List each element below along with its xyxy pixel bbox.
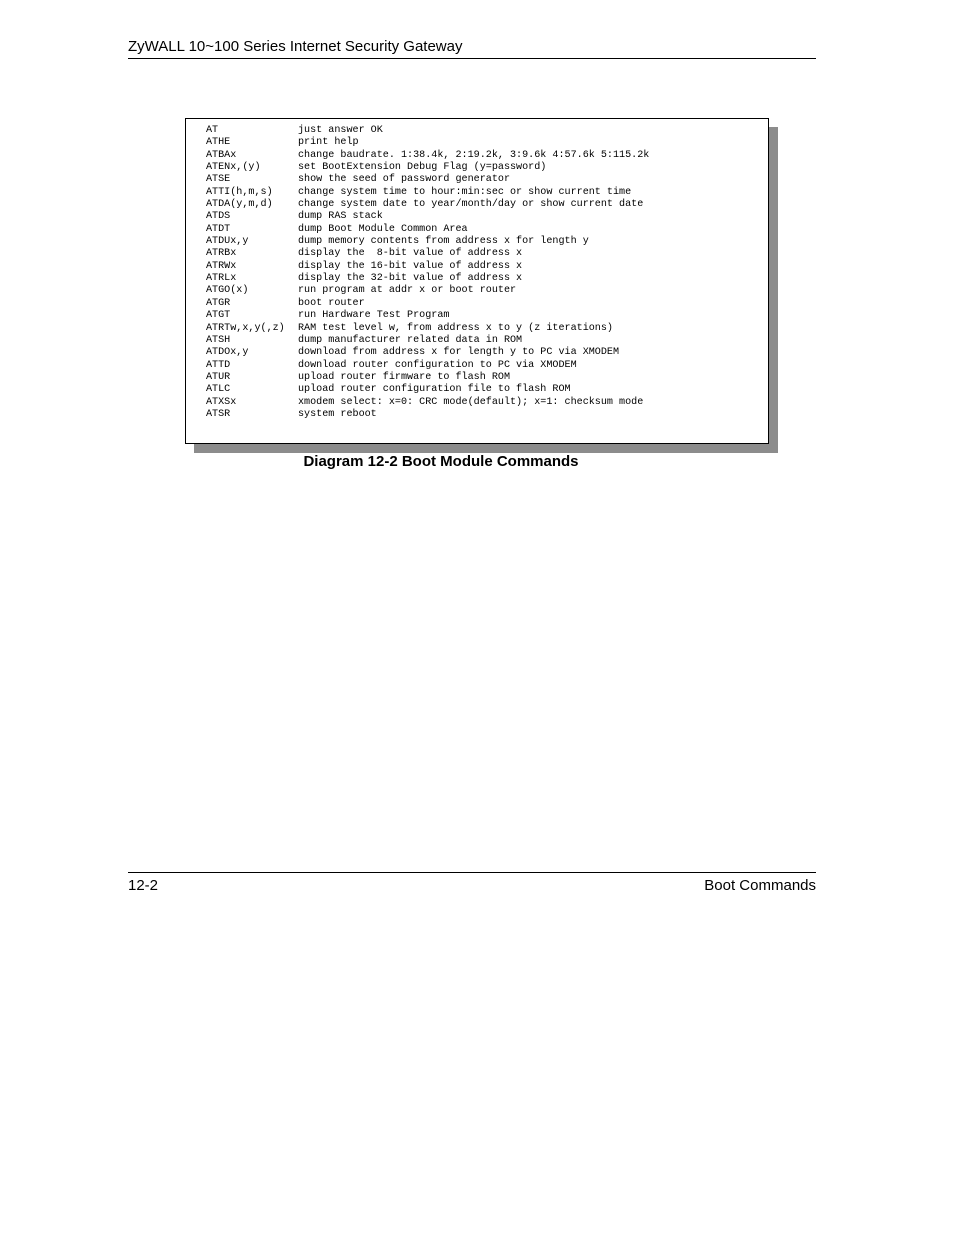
- command-description: dump RAS stack: [298, 211, 383, 223]
- command-row: [206, 372, 649, 384]
- chapter-name: Boot Commands: [704, 877, 816, 894]
- command-row: [206, 323, 649, 335]
- command-name: ATSR: [206, 408, 231, 420]
- command-description: change system date to year/month/day or show current date: [298, 199, 644, 211]
- command-name: ATLC: [206, 384, 231, 396]
- command-figure: [185, 118, 769, 444]
- command-description: system reboot: [298, 408, 377, 420]
- command-description: dump memory contents from address x for length y: [298, 236, 589, 248]
- command-row: [206, 347, 649, 359]
- command-name: ATTI(h,m,s): [206, 186, 273, 198]
- command-description: download from address x for length y to PC via XMODEM: [298, 347, 620, 359]
- command-row: [206, 224, 649, 236]
- command-name: ATDS: [206, 211, 231, 223]
- command-row: [206, 174, 649, 186]
- command-description: upload router configuration file to flash ROM: [298, 384, 571, 396]
- page-header: [128, 37, 816, 59]
- command-row: [206, 335, 649, 347]
- command-row: [206, 409, 649, 421]
- command-name: ATGO(x): [206, 285, 249, 297]
- command-row: [206, 187, 649, 199]
- command-name: ATRBx: [206, 248, 237, 260]
- figure-caption: Diagram 12-2 Boot Module Commands: [303, 453, 579, 470]
- command-name: ATRWx: [206, 260, 237, 272]
- command-name: ATRLx: [206, 273, 237, 285]
- command-name: ATXSx: [206, 396, 237, 408]
- command-row: [206, 298, 649, 310]
- command-row: [206, 211, 649, 223]
- command-description: show the seed of password generator: [298, 174, 511, 186]
- command-row: [206, 125, 649, 137]
- command-row: [206, 150, 649, 162]
- command-row: [206, 248, 649, 260]
- command-description: xmodem select: x=0: CRC mode(default); x=1: checksum mode: [298, 396, 644, 408]
- command-row: [206, 360, 649, 372]
- command-row: [206, 397, 649, 409]
- page-number: 12-2: [128, 877, 159, 894]
- command-row: [206, 236, 649, 248]
- command-row: [206, 162, 649, 174]
- command-name: ATDOx,y: [206, 347, 249, 359]
- command-name: ATBAx: [206, 149, 237, 161]
- command-name: ATTD: [206, 359, 231, 371]
- command-listing-box: [185, 118, 769, 444]
- command-description: run program at addr x or boot router: [298, 285, 517, 297]
- command-row: [206, 285, 649, 297]
- command-description: set BootExtension Debug Flag (y=password): [298, 162, 547, 174]
- command-description: upload router firmware to flash ROM: [298, 371, 511, 383]
- command-name: ATGR: [206, 297, 231, 309]
- command-name: ATGT: [206, 310, 231, 322]
- command-name: ATDUx,y: [206, 236, 249, 248]
- command-row: [206, 261, 649, 273]
- command-name: ATHE: [206, 137, 231, 149]
- command-description: RAM test level w, from address x to y (z iterations): [298, 322, 613, 334]
- command-row: [206, 310, 649, 322]
- command-description: dump Boot Module Common Area: [298, 223, 468, 235]
- command-description: download router configuration to PC via XMODEM: [298, 359, 577, 371]
- document-title: ZyWALL 10~100 Series Internet Security Gateway: [128, 38, 463, 55]
- command-row: [206, 273, 649, 285]
- command-name: ATENx,(y): [206, 162, 261, 174]
- command-description: just answer OK: [298, 125, 383, 136]
- command-name: ATUR: [206, 371, 231, 383]
- command-description: display the 32-bit value of address x: [298, 273, 523, 285]
- command-name: AT: [206, 125, 219, 136]
- command-description: run Hardware Test Program: [298, 310, 450, 322]
- command-description: boot router: [298, 297, 365, 309]
- command-description: display the 16-bit value of address x: [298, 260, 523, 272]
- command-description: dump manufacturer related data in ROM: [298, 334, 523, 346]
- command-row: [206, 384, 649, 396]
- command-description: change system time to hour:min:sec or show current time: [298, 186, 632, 198]
- command-list: [206, 125, 649, 421]
- command-name: ATDA(y,m,d): [206, 199, 273, 211]
- command-description: change baudrate. 1:38.4k, 2:19.2k, 3:9.6k 4:57.6k 5:115.2k: [298, 149, 650, 161]
- command-name: ATRTw,x,y(,z): [206, 322, 285, 334]
- command-name: ATSE: [206, 174, 231, 186]
- command-name: ATSH: [206, 334, 231, 346]
- command-row: [206, 199, 649, 211]
- command-description: display the 8-bit value of address x: [298, 248, 523, 260]
- command-name: ATDT: [206, 223, 231, 235]
- page-footer: [128, 872, 816, 895]
- command-row: [206, 137, 649, 149]
- command-description: print help: [298, 137, 359, 149]
